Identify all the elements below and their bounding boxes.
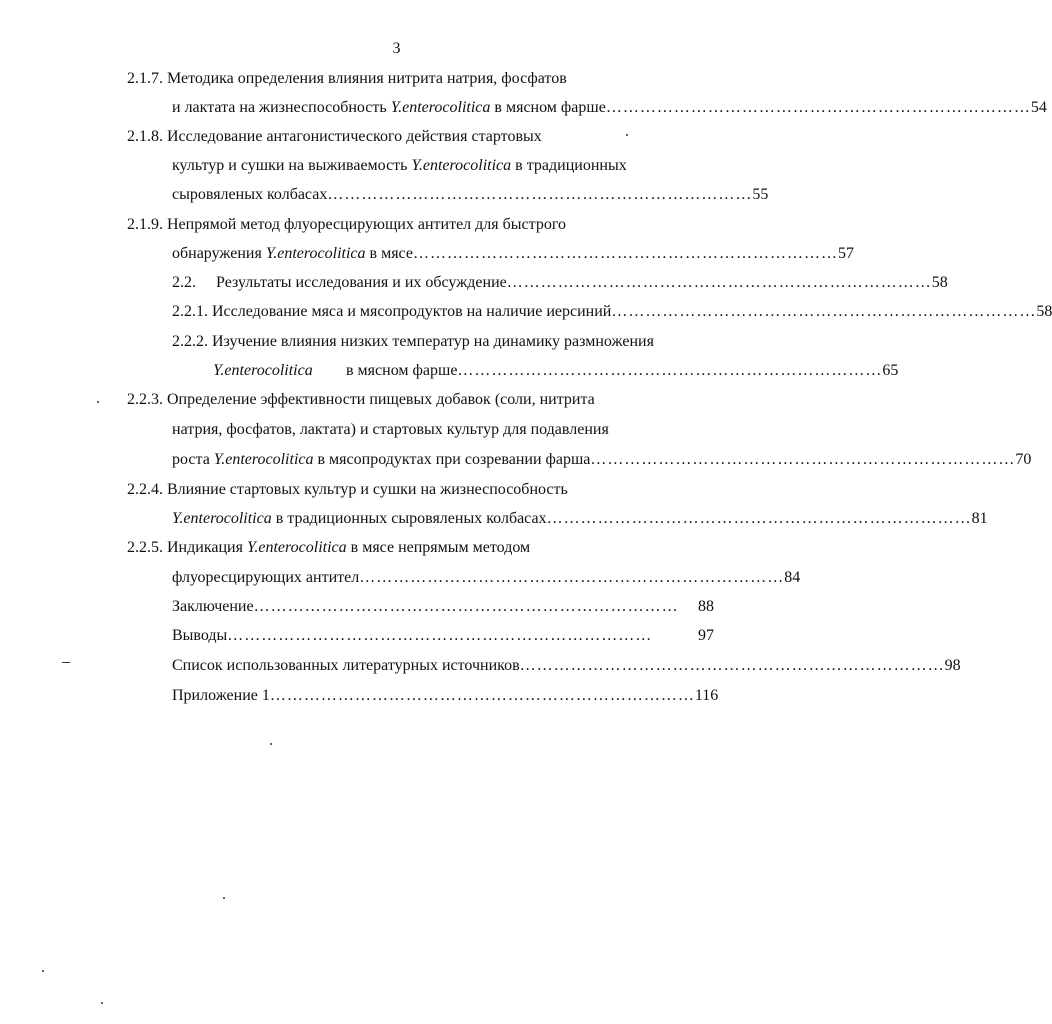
scan-speck	[62, 662, 70, 663]
page-ref: 116	[694, 687, 719, 704]
organism-name: Y.enterocolitica	[411, 157, 512, 174]
scan-speck	[223, 897, 225, 899]
section-title: Исследование антагонистического действия стартовых	[167, 128, 542, 145]
toc-entry-2-2-3-line-1	[127, 390, 595, 410]
title-part: сыровяленых колбасах	[172, 186, 328, 203]
title-part: в традиционных	[511, 157, 627, 174]
page-ref: 98	[944, 657, 961, 674]
section-number: 2.2.1.	[172, 303, 208, 320]
title-part: в мясе непрямым методом	[346, 539, 531, 556]
dot-leader: …………………………………………………………………	[546, 510, 972, 527]
section-title: Исследование мяса и мясопродуктов на наличие иерсиний	[212, 303, 612, 320]
page-ref: 65	[882, 362, 899, 379]
section-title: Методика определения влияния нитрита натрия, фосфатов	[167, 70, 567, 87]
dot-leader: …………………………………………………………………	[412, 245, 838, 262]
section-number: 2.1.7.	[127, 70, 163, 87]
page-ref: 97	[698, 627, 714, 644]
dot-leader: …………………………………………………………………	[590, 451, 1016, 468]
toc-entry-findings	[172, 626, 714, 646]
section-title: Заключение	[172, 598, 254, 615]
organism-name: Y.enterocolitica	[172, 510, 272, 527]
section-number: 2.2.4.	[127, 481, 163, 498]
toc-entry-conclusion	[172, 597, 714, 617]
toc-entry-references	[172, 656, 961, 676]
section-number: 2.1.8.	[127, 128, 163, 145]
page-ref: 54	[1030, 99, 1047, 116]
dot-leader: …………………………………………………………………	[457, 362, 883, 379]
toc-entry-2-2-5-line-1	[127, 538, 530, 558]
section-title: Непрямой метод флуоресцирующих антител для быстрого	[167, 216, 566, 233]
page-ref: 55	[752, 186, 769, 203]
organism-name: Y.enterocolitica	[213, 451, 314, 468]
page-ref: 58	[931, 274, 948, 291]
dot-leader: …………………………………………………………………	[327, 186, 753, 203]
title-part: флуоресцирующих антител	[172, 569, 360, 586]
toc-entry-appendix	[172, 686, 719, 706]
toc-entry-2-2-4-line-1	[127, 480, 568, 500]
section-title: Выводы	[172, 627, 228, 644]
toc-entry-2-1-7-line-2	[172, 98, 1047, 118]
section-title: Изучение влияния низких температур на динамику размножения	[212, 333, 654, 350]
scan-speck	[626, 134, 628, 136]
title-part: в мясном фарше	[490, 99, 606, 116]
title-part: обнаружения	[172, 245, 266, 262]
title-part: в мясопродуктах при созревании фарша	[313, 451, 591, 468]
scan-speck	[97, 401, 99, 403]
section-title: Влияние стартовых культур и сушки на жизнеспособность	[167, 481, 568, 498]
section-number: 2.2.5.	[127, 539, 163, 556]
toc-entry-2-2-4-line-2	[172, 509, 988, 529]
section-number: 2.2.2.	[172, 333, 208, 350]
page-ref: 84	[784, 569, 801, 586]
organism-name: Y.enterocolitica	[390, 99, 491, 116]
section-number: 2.2.3.	[127, 391, 163, 408]
dot-leader: …………………………………………………………………	[519, 657, 945, 674]
section-title: Результаты исследования и их обсуждение	[216, 274, 507, 291]
page-ref: 88	[698, 598, 714, 615]
title-part: в мясе	[365, 245, 413, 262]
toc-entry-2-2-1	[172, 302, 1052, 322]
toc-entry-2-2-2-line-2	[213, 361, 899, 381]
title-part: в мясном фарше	[346, 362, 458, 379]
page-ref: 70	[1015, 451, 1032, 468]
toc-entry-2-2-3-line-3	[172, 450, 1032, 470]
toc-entry-2-1-8-line-1	[127, 127, 542, 147]
title-part: и лактата на жизнеспособность	[172, 99, 391, 116]
dot-leader: …………………………………………………………………	[359, 569, 785, 586]
section-number: 2.1.9.	[127, 216, 163, 233]
title-part: Индикация	[167, 539, 247, 556]
toc-entry-2-1-9-line-1	[127, 215, 566, 235]
dot-leader: …………………………………………………………………	[611, 303, 1037, 320]
scan-speck	[42, 970, 44, 972]
toc-entry-2-1-7-line-1	[127, 69, 567, 89]
section-number: 2.2.	[172, 274, 196, 291]
organism-name: Y.enterocolitica	[246, 539, 347, 556]
page-number: 3	[392, 40, 401, 57]
toc-entry-2-2-3-line-2	[172, 420, 609, 440]
section-title: Определение эффективности пищевых добавок (соли, нитрита	[167, 391, 595, 408]
dot-leader: …………………………………………………………………	[253, 598, 679, 615]
page-ref: 58	[1036, 303, 1052, 320]
toc-entry-2-2	[172, 273, 948, 293]
title-part: в традиционных сыровяленых колбасах	[271, 510, 547, 527]
title-part: роста	[172, 451, 214, 468]
dot-leader: …………………………………………………………………	[605, 99, 1031, 116]
page-ref: 57	[837, 245, 854, 262]
title-part: натрия, фосфатов, лактата) и стартовых культур для подавления	[172, 421, 609, 438]
section-title: Приложение 1	[172, 687, 270, 704]
organism-name: Y.enterocolitica	[213, 362, 313, 379]
toc-entry-2-1-8-line-2	[172, 156, 627, 176]
scan-speck	[101, 1002, 103, 1004]
toc-entry-2-2-5-line-2	[172, 568, 801, 588]
dot-leader: …………………………………………………………………	[506, 274, 932, 291]
organism-name: Y.enterocolitica	[265, 245, 366, 262]
toc-entry-2-2-2-line-1	[172, 332, 654, 352]
dot-leader: …………………………………………………………………	[269, 687, 695, 704]
dot-leader: …………………………………………………………………	[227, 627, 653, 644]
scan-speck	[270, 743, 272, 745]
section-title: Список использованных литературных источников	[172, 657, 520, 674]
toc-entry-2-1-8-line-3	[172, 185, 769, 205]
title-part: культур и сушки на выживаемость	[172, 157, 412, 174]
page-ref: 81	[971, 510, 988, 527]
toc-entry-2-1-9-line-2	[172, 244, 854, 264]
